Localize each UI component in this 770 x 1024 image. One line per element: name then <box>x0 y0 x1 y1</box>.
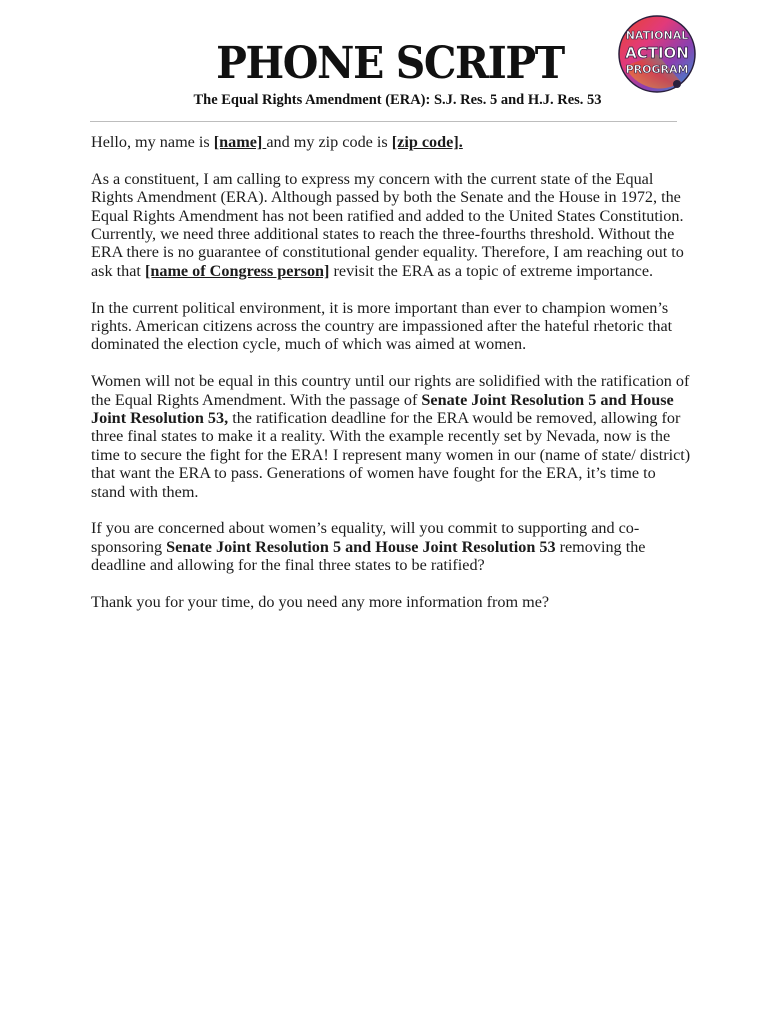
page-title: PHONE SCRIPT <box>216 38 564 89</box>
paragraph-political-environment: In the current political environment, it is more important than ever to champion women’s rights. American citizens across the country are impassioned after the hateful rhetoric that dominated the election cycle, much of which was aimed at women. <box>91 298 673 354</box>
concern-text: As a constituent, I am calling to express my concern with the current state of the Equal Rights Amendment (ERA). Although passed by both the Senate and the House in 1972, the Equal Rights Amendment has not been ratified and added to the United States Constitution. Currently, we need three additional states to reach the three-fourths threshold. Without the ERA there is no guarantee of constitutional gender equality. Therefore, I am reaching out to ask that <box>91 169 684 280</box>
name-placeholder: [name] <box>213 133 267 151</box>
ratification-text: Women will not be equal in this country until our rights are solidified with the ratification of the Equal Rights Amendment. With the passage of <box>91 372 690 409</box>
zip-code-placeholder: [zip code]. <box>391 133 463 151</box>
resolution-names-bold: Senate Joint Resolution 5 and House Joint Resolution 53, <box>91 390 674 428</box>
paragraph-concern <box>91 170 691 280</box>
zip-intro-text: and my zip code is <box>266 133 392 151</box>
congress-person-placeholder: [name of Congress person] <box>144 261 330 280</box>
commitment-closing-text: removing the deadline and allowing for the final three states to be ratified? <box>91 537 646 575</box>
page-subtitle: The Equal Rights Amendment (ERA): S.J. Res. 5 and H.J. Res. 53 <box>193 92 602 108</box>
greeting-text: Hello, my name is <box>91 133 214 151</box>
concern-closing-text: revisit the ERA as a topic of extreme importance. <box>329 261 654 280</box>
ratification-closing-text: the ratification deadline for the ERA would be removed, allowing for three final states to make it a reality. With the example recently set by Nevada, now is the time to secure the fight for the ERA! I represent many women in our (name of state/ district) that want the ERA to pass. Generations of women have fought for the ERA, it’s time to stand with them. <box>91 409 691 501</box>
logo-text-action: ACTION <box>625 44 689 62</box>
paragraph-ratification <box>91 372 691 501</box>
resolution-names-bold-2: Senate Joint Resolution 5 and House Joint Resolution 53 <box>166 537 556 556</box>
script-body <box>91 133 691 630</box>
commitment-text: If you are concerned about women’s equality, will you commit to supporting and co-sponsoring <box>91 519 640 556</box>
paragraph-commitment-ask <box>91 519 691 574</box>
logo-text-national: NATIONAL <box>625 29 689 42</box>
header-divider <box>90 121 677 122</box>
paragraph-greeting <box>91 133 691 151</box>
paragraph-thank-you: Thank you for your time, do you need any more information from me? <box>91 593 550 612</box>
national-action-program-logo <box>617 14 697 94</box>
logo-text-program: PROGRAM <box>625 63 689 76</box>
